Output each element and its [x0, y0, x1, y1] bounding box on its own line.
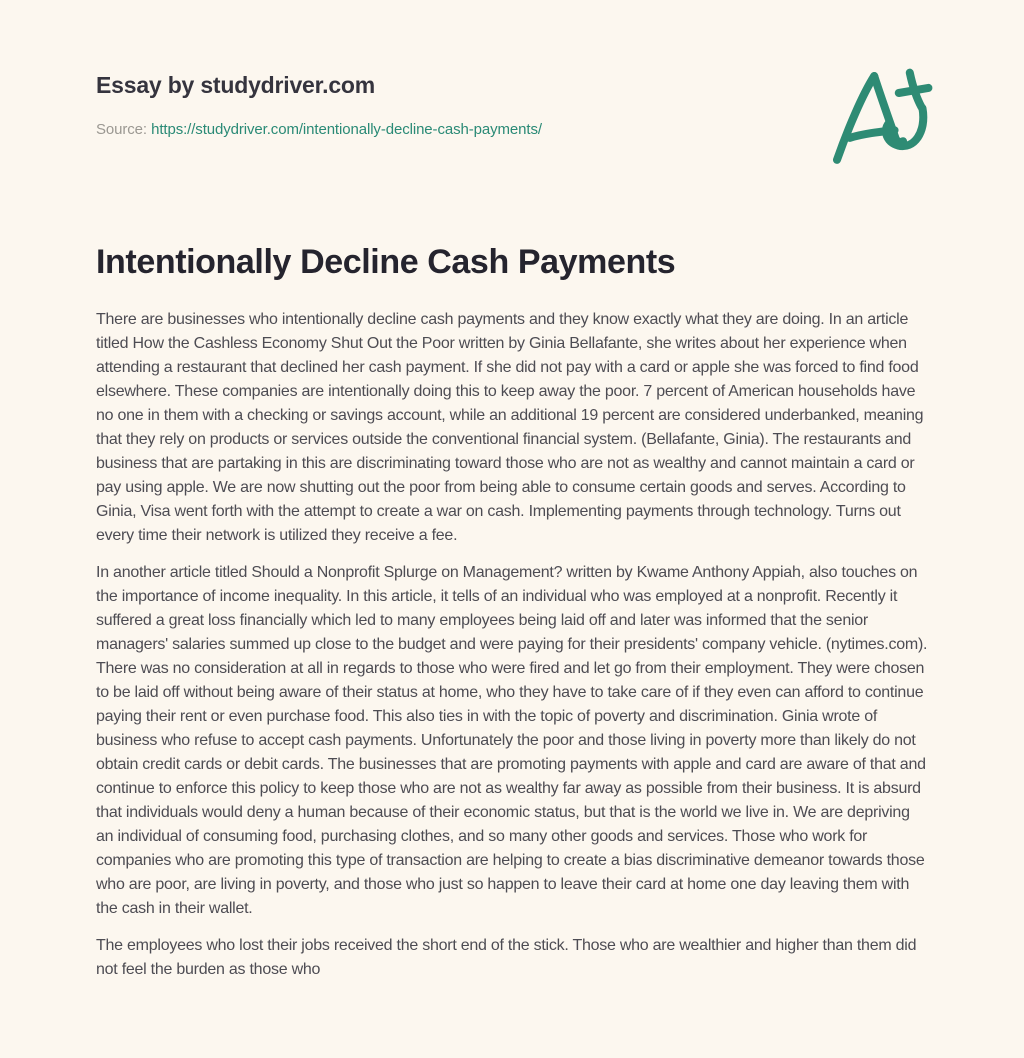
essay-title: Intentionally Decline Cash Payments: [96, 243, 676, 281]
source-link[interactable]: https://studydriver.com/intentionally-decline-cash-payments/: [151, 121, 542, 138]
essay-body: [96, 308, 928, 982]
a-plus-logo-icon: [826, 62, 936, 168]
essay-content: [96, 244, 928, 982]
essay-paragraph-3: The employees who lost their jobs received the short end of the stick. Those who are wealthier and higher than them did not feel the burden as those who: [96, 937, 917, 979]
page-header: [96, 72, 928, 138]
essay-paragraph-1: There are businesses who intentionally decline cash payments and they know exactly what they are doing. In an article titled How the Cashless Economy Shut Out the Poor written by Ginia Bellafante, she writes about her experience when attending a restaurant that declined her cash payment. If she did not pay with a card or apple she was forced to find food elsewhere. These companies are intentionally doing this to keep away the poor. 7 percent of American households have no one in them with a checking or savings account, while an additional 19 percent are considered underbanked, meaning that they rely on products or services outside the conventional financial system. (Bellafante, Ginia). The restaurants and business that are partaking in this are discriminating toward those who are not as wealthy and cannot maintain a card or pay using apple. We are now shutting out the poor from being able to consume certain goods and serves. According to Ginia, Visa went forth with the attempt to create a war on cash. Implementing payments through technology. Turns out every time their network is utilized they receive a fee.: [96, 311, 924, 545]
essay-by-heading: Essay by studydriver.com: [96, 72, 376, 98]
source-line: [96, 121, 928, 138]
source-label: Source:: [96, 121, 147, 138]
essay-paragraph-2: In another article titled Should a Nonprofit Splurge on Management? written by Kwame Anthony Appiah, also touches on the importance of income inequality. In this article, it tells of an individual who was employed at a nonprofit. Recently it suffered a great loss financially which led to many employees being laid off and later was informed that the senior managers' salaries summed up close to the budget and were paying for their presidents' company vehicle. (nytimes.com). There was no consideration at all in regards to those who were fired and let go from their employment. They were chosen to be laid off without being aware of their status at home, who they have to take care of if they even can afford to continue paying their rent or even purchase food. This also ties in with the topic of poverty and discrimination. Ginia wrote of business who refuse to accept cash payments. Unfortunately the poor and those living in poverty more than likely do not obtain credit cards or debit cards. The businesses that are promoting payments with apple and card are aware of that and continue to enforce this policy to keep those who are not as wealthy far away as possible from their business. It is absurd that individuals would deny a human because of their economic status, but that is the world we live in. We are depriving an individual of consuming food, purchasing clothes, and so many other goods and services. Those who work for companies who are promoting this type of transaction are helping to create a bias discriminative demeanor towards those who are poor, are living in poverty, and those who just so happen to leave their card at home one day leaving them with the cash in their wallet.: [96, 564, 928, 918]
